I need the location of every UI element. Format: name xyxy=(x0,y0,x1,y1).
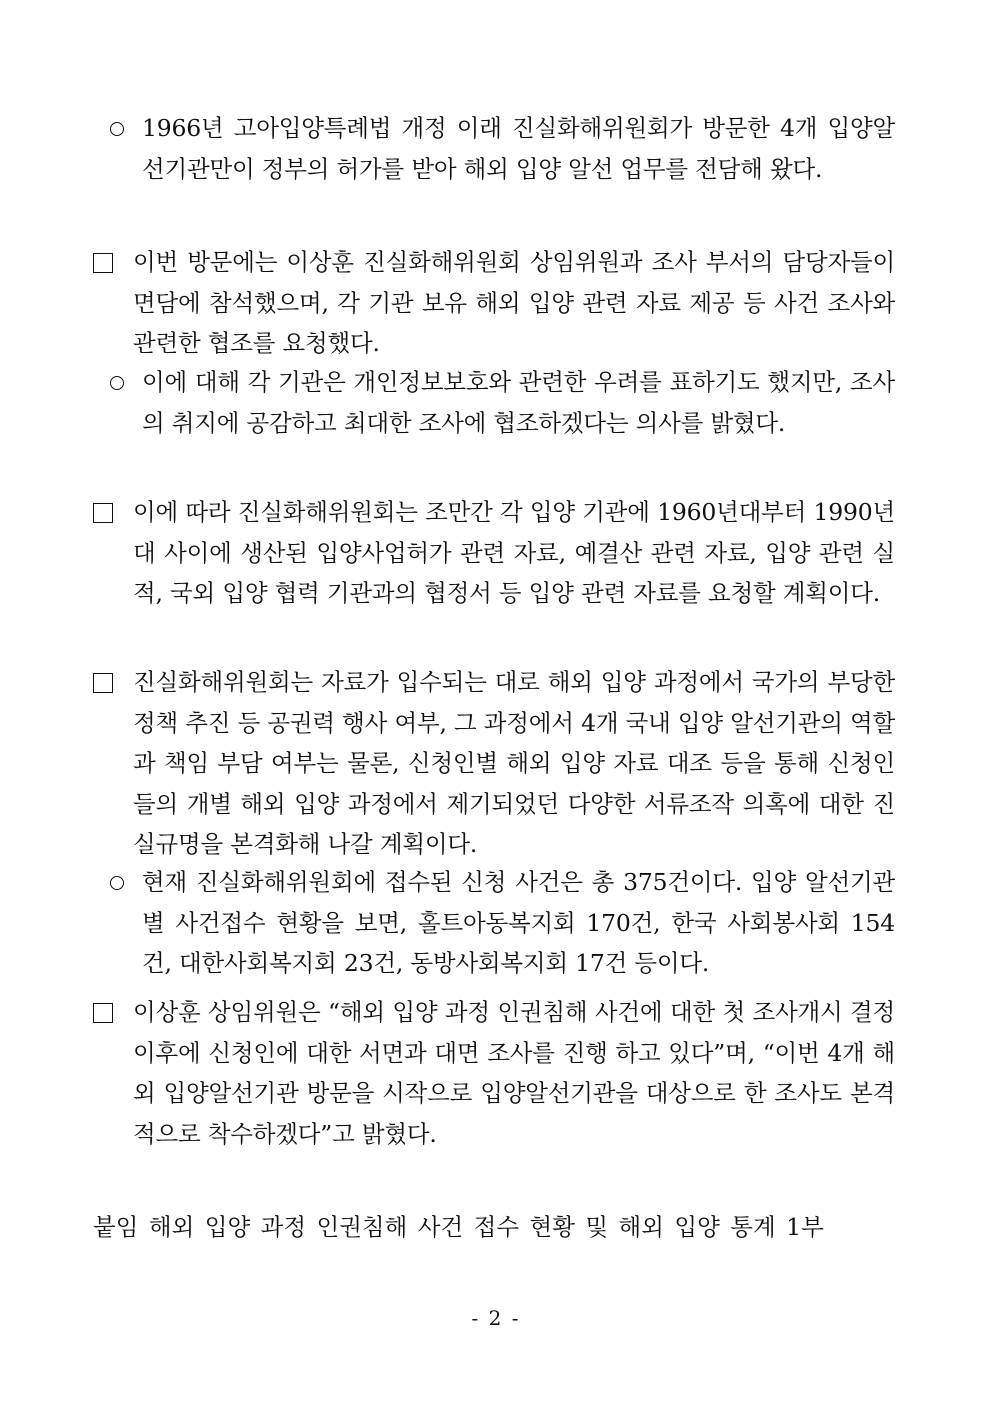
circle-bullet-icon xyxy=(110,362,124,404)
paragraph-text: 이에 대해 각 기관은 개인정보보호와 관련한 우려를 표하기도 했지만, 조사의 취지에 공감하고 최대한 조사에 협조하겠다는 의사를 밝혔다. xyxy=(142,368,895,437)
paragraph-text: 진실화해위원회는 자료가 입수되는 대로 해외 입양 과정에서 국가의 부당한 정책 추진 등 공권력 행사 여부, 그 과정에서 4개 국내 입양 알선기관의 역할과 책임 부담 여부는 물론, 신청인별 해외 입양 자료 대조 등을 통해 신청인들의 개별 해외 입양 과정에서 제기되었던 다양한 서류조작 의혹에 대한 진실규명을 본격화해 나갈 계획이다. xyxy=(133,668,895,858)
circle-bullet-icon xyxy=(110,862,124,904)
paragraph-text: 1966년 고아입양특례법 개정 이래 진실화해위원회가 방문한 4개 입양알선기관만이 정부의 허가를 받아 해외 입양 알선 업무를 전담해 왔다. xyxy=(142,114,895,183)
square-bullet-icon xyxy=(93,992,113,1034)
square-bullet-icon xyxy=(93,242,113,284)
paragraph-text: 이상훈 상임위원은 “해외 입양 과정 인권침해 사건에 대한 첫 조사개시 결정 이후에 신청인에 대한 서면과 대면 조사를 진행 하고 있다”며, “이번 4개 해외 입양알선기관 방문을 시작으로 입양알선기관을 대상으로 한 조사도 본격적으로 착수하겠다”고 밝혔다. xyxy=(133,998,895,1148)
paragraph-text: 현재 진실화해위원회에 접수된 신청 사건은 총 375건이다. 입양 알선기관별 사건접수 현황을 보면, 홀트아동복지회 170건, 한국 사회봉사회 154건, 대한사회복지회 23건, 동방사회복지회 17건 등이다. xyxy=(142,868,895,977)
square-bullet-icon xyxy=(93,492,113,534)
circle-bullet-icon xyxy=(110,108,124,150)
paragraph-text: 이번 방문에는 이상훈 진실화해위원회 상임위원과 조사 부서의 담당자들이 면담에 참석했으며, 각 기관 보유 해외 입양 관련 자료 제공 등 사건 조사와 관련한 협조를 요청했다. xyxy=(133,248,895,357)
page-number: - 2 - xyxy=(471,1306,521,1330)
paragraph-text: 이에 따라 진실화해위원회는 조만간 각 입양 기관에 1960년대부터 1990년대 사이에 생산된 입양사업허가 관련 자료, 예결산 관련 자료, 입양 관련 실적, 국외 입양 협력 기관과의 협정서 등 입양 관련 자료를 요청할 계획이다. xyxy=(133,498,895,607)
attachment-note: 붙임 해외 입양 과정 인권침해 사건 접수 현황 및 해외 입양 통계 1부 xyxy=(93,1213,824,1241)
square-bullet-icon xyxy=(93,662,113,704)
